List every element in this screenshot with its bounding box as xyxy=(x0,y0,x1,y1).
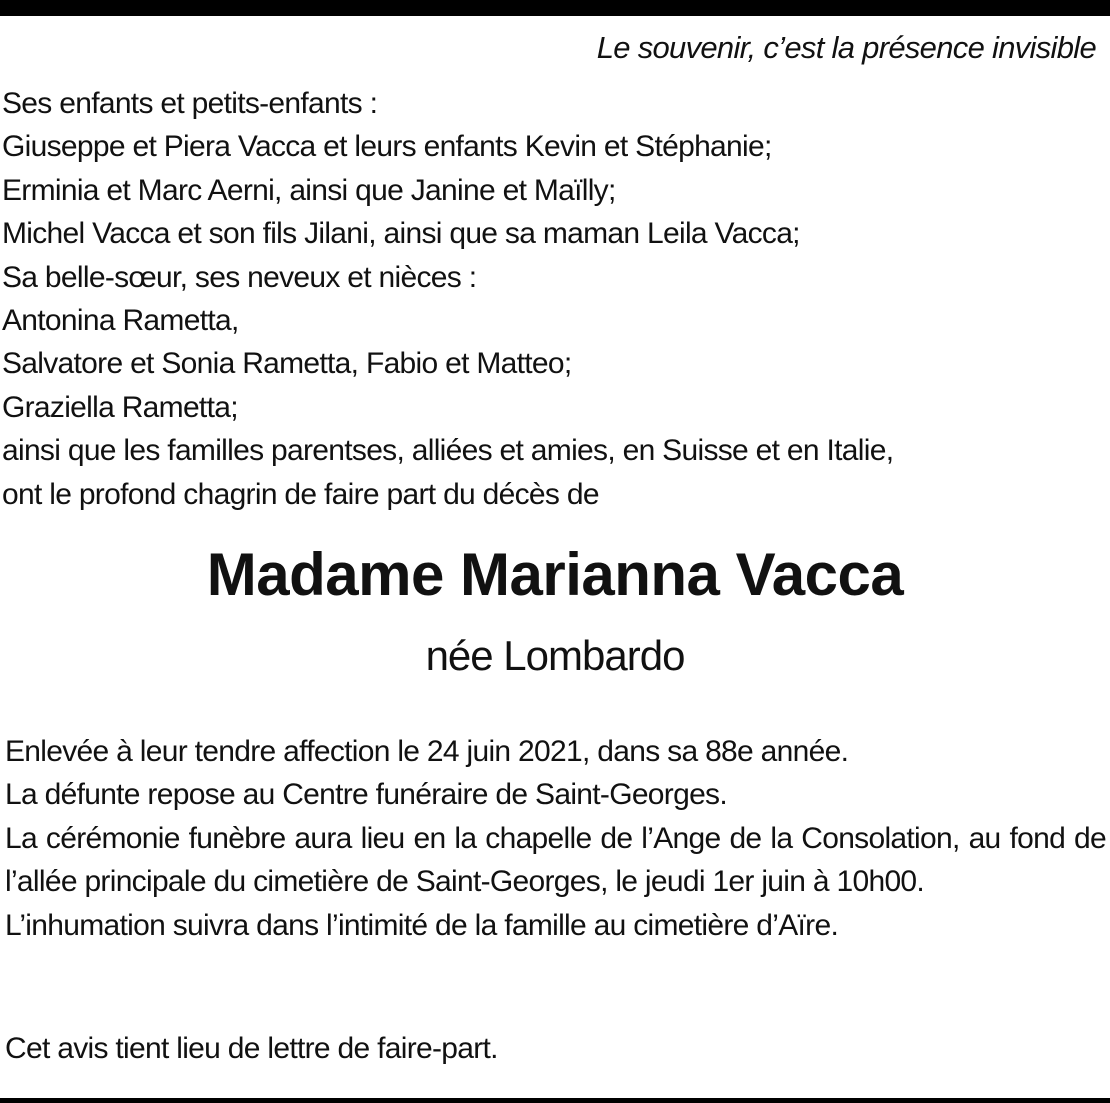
family-line: ont le profond chagrin de faire part du décès de xyxy=(2,477,599,511)
details-line: La défunte repose au Centre funéraire de Saint-Georges. xyxy=(5,778,727,812)
family-line: Michel Vacca et son fils Jilani, ainsi que sa maman Leila Vacca; xyxy=(2,217,800,251)
family-line: Antonina Rametta, xyxy=(2,304,239,338)
family-line: Salvatore et Sonia Rametta, Fabio et Matteo; xyxy=(2,347,572,381)
funeral-details xyxy=(5,730,1106,947)
epigraph-quote: Le souvenir, c’est la présence invisible xyxy=(596,30,1096,65)
bottom-border-rule xyxy=(0,1098,1110,1103)
deceased-name: Madame Marianna Vacca xyxy=(206,541,904,608)
family-line: Graziella Rametta; xyxy=(2,390,238,424)
top-border-rule xyxy=(0,0,1110,16)
family-line: Giuseppe et Piera Vacca et leurs enfants Kevin et Stéphanie; xyxy=(2,130,772,164)
ceremony-paragraph: La cérémonie funèbre aura lieu en la chapelle de l’Ange de la Consolation, au fond de l’allée principale du cimetière de Saint-Georges, le jeudi 1er juin à 10h00. xyxy=(5,821,1106,899)
family-line: Ses enfants et petits-enfants : xyxy=(2,87,378,120)
family-list xyxy=(2,82,893,516)
family-line: ainsi que les familles parentses, alliées et amies, en Suisse et en Italie, xyxy=(2,434,894,468)
maiden-name: née Lombardo xyxy=(425,632,685,679)
family-line: Erminia et Marc Aerni, ainsi que Janine et Maïlly; xyxy=(2,173,616,207)
closing-note: Cet avis tient lieu de lettre de faire-part. xyxy=(5,1032,498,1065)
details-line: L’inhumation suivra dans l’intimité de la famille au cimetière d’Aïre. xyxy=(5,908,839,942)
family-line: Sa belle-sœur, ses neveux et nièces : xyxy=(2,260,477,294)
details-line: Enlevée à leur tendre affection le 24 juin 2021, dans sa 88e année. xyxy=(5,735,849,768)
